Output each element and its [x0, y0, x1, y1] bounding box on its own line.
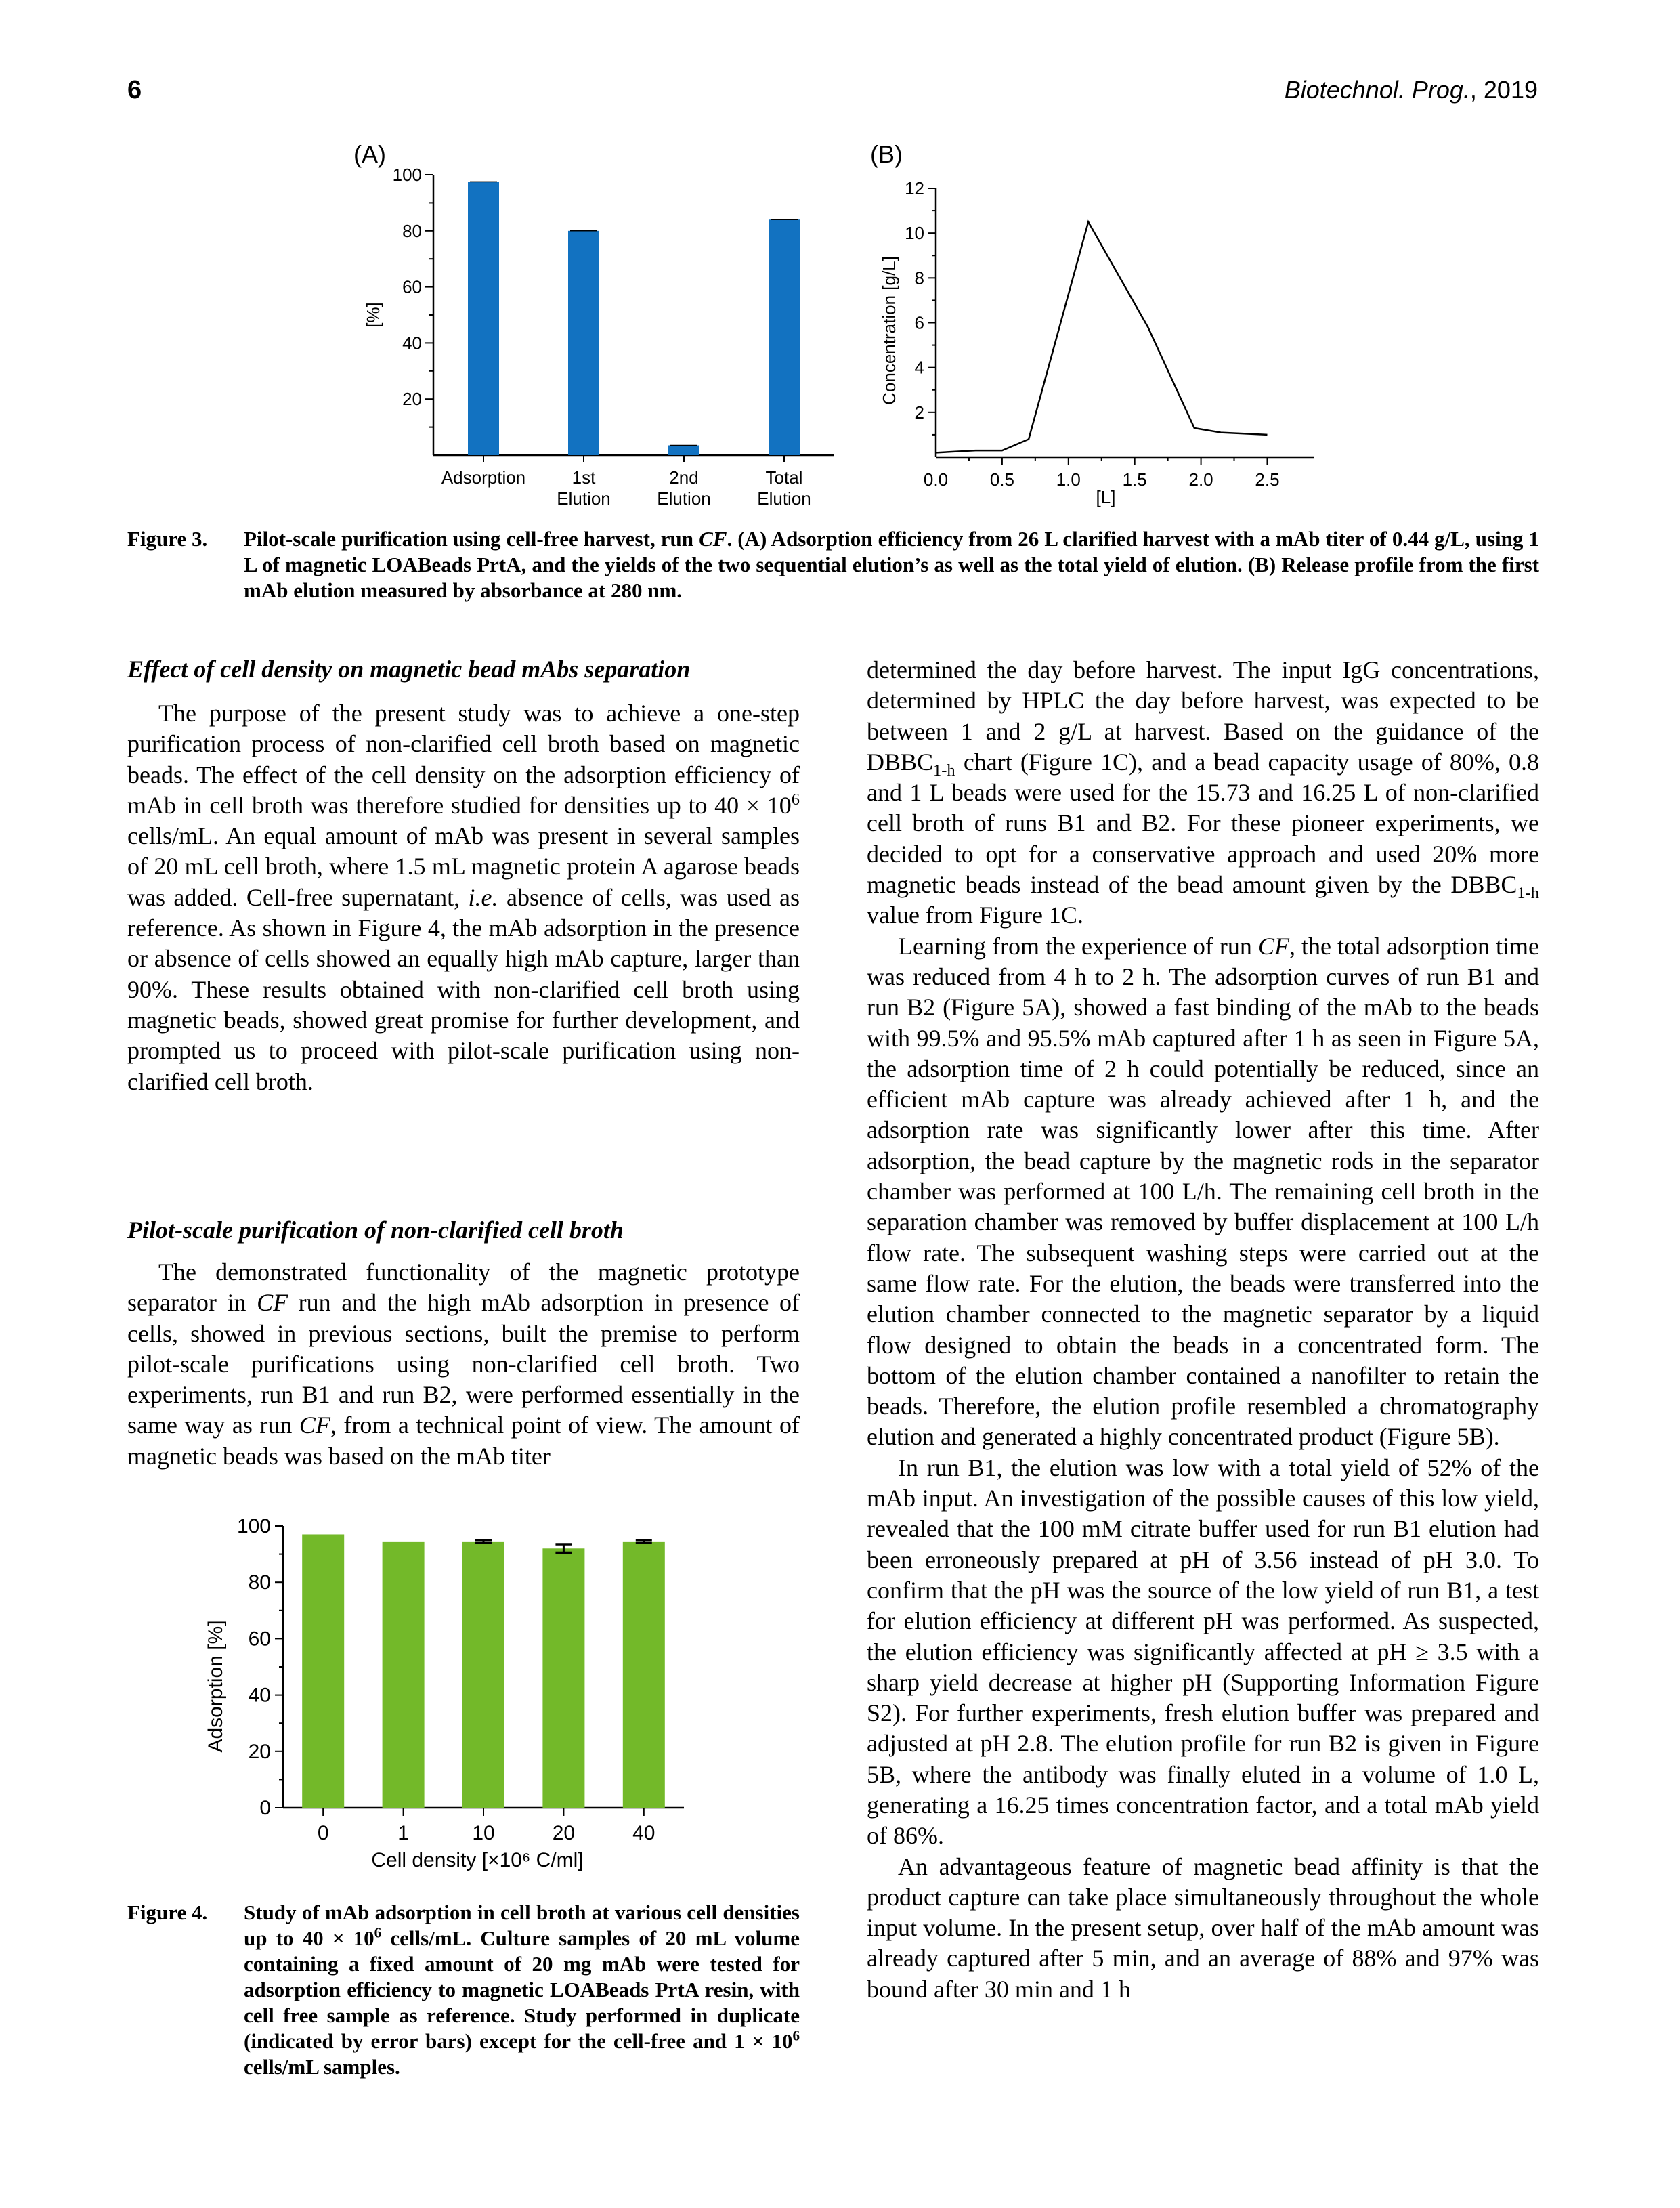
y-tick-label: 40: [402, 333, 422, 354]
journal-header: [1285, 76, 1538, 104]
x-tick-label: Elution: [557, 488, 611, 509]
y-tick-label: 4: [914, 357, 924, 378]
y-tick-label: 12: [905, 178, 924, 198]
page-number: 6: [127, 76, 142, 104]
y-tick-label: 100: [392, 165, 422, 185]
y-axis-label: [%]: [363, 302, 383, 328]
y-tick-label: 2: [914, 402, 924, 423]
paragraph-advantage: An advantageous feature of magnetic bead affinity is that the product capture can take place simultaneously throughout the whole input volume. In the present setup, over half of the mAb amount was already captured after 5 min, and an average of 88% and 97% was bound after 30 min and 1 h: [867, 1852, 1539, 2003]
bar: [623, 1542, 665, 1808]
x-tick-label: 20: [552, 1822, 576, 1844]
paragraph-run-b1: In run B1, the elution was low with a total yield of 52% of the mAb input. An investigation of the possible causes of this low yield, revealed that the 100 mM citrate buffer used for run B1 elution had been erroneously prepared at pH of 3.56 instead of pH 3.0. To confirm that the pH was the source of the low yield of run B1, a test for elution efficiency at different pH was performed. As suspected, the elution efficiency was significantly affected at pH ≥ 3.5 with a sharp yield decrease at higher pH (Supporting Information Figure S2). For further experiments, fresh elution buffer was prepared and adjusted at pH 2.8. The elution profile for run B2 is given in Figure 5B, where the antibody was finally eluted in a volume of 1.0 L, generating a 16.25 times concentration factor, and a total mAb yield of 86%.: [867, 1453, 1539, 1850]
journal-name: Biotechnol. Prog.: [1284, 76, 1470, 104]
section-heading-cell-density: Effect of cell density on magnetic bead mAbs separation: [127, 656, 691, 683]
bar: [383, 1542, 425, 1808]
x-tick-label: 2nd: [669, 467, 699, 488]
x-tick-label: 40: [632, 1822, 655, 1844]
journal-year: , 2019: [1469, 76, 1538, 104]
x-tick-label: Elution: [657, 488, 711, 509]
x-tick-label: 1st: [572, 467, 596, 488]
x-tick-label: Adsorption: [441, 467, 526, 488]
x-tick-label: Elution: [757, 488, 811, 509]
y-tick-label: 20: [248, 1740, 271, 1763]
x-tick-label: 0.5: [989, 469, 1014, 490]
x-tick-label: 1.0: [1056, 469, 1081, 490]
panel-label-a: (A): [353, 140, 386, 168]
section2-paragraph: The demonstrated functionality of the magnetic prototype separator in CF run and the high mAb adsorption in presence of cells, showed in previous sections, built the premise to perform pilot-scale purifications using non-clarified cell broth. Two experiments, run B1 and run B2, were performed essentially in the same way as run CF, from a technical point of view. The amount of magnetic beads was based on the mAb titer: [127, 1258, 800, 1470]
x-tick-label: 2.5: [1255, 469, 1280, 490]
panel-label-b: (B): [870, 140, 903, 168]
bar: [668, 446, 699, 455]
paragraph-adsorption: Learning from the experience of run CF, the total adsorption time was reduced from 4 h to 2 h. The adsorption curves of run B1 and run B2 (Figure 5A), showed a fast binding of the mAb to the beads with 99.5% and 95.5% mAb captured after 1 h as seen in Figure 5A, the adsorption time of 2 h could potentially be reduced, since an efficient mAb capture was already achieved after 1 h, and the adsorption rate was significantly lower after this time. After adsorption, the bead capture by the magnetic rods in the separator chamber was performed at 100 L/h. The remaining cell broth in the separation chamber was removed by buffer displacement at 100 L/h flow rate. The subsequent washing steps were carried out at the same flow rate. For the elution, the beads were transferred into the elution chamber connected to the magnetic separator by a liquid flow designed to obtain the beads in a concentrated form. The bottom of the elution chamber contained a nanofilter to retain the beads. Therefore, the elution profile resembled a chromatography elution and generated a highly concentrated product (Figure 5B).: [867, 932, 1539, 1451]
y-axis-label: Adsorption [%]: [204, 1620, 227, 1753]
x-tick-label: 0: [317, 1822, 329, 1844]
figure-3-caption-text: Pilot-scale purification using cell-free harvest, run CF. (A) Adsorption efficiency from 26 L clarified harvest with a mAb titer of 0.44 g/L, using 1 L of magnetic LOABeads PrtA, and the yields of the two sequential elution’s as well as the total yield of elution. (B) Release profile from the first mAb elution measured by absorbance at 280 nm.: [244, 527, 1539, 602]
y-tick-label: 10: [905, 223, 924, 244]
bar: [302, 1534, 344, 1808]
elution-profile-line: [936, 222, 1268, 453]
figure-3a-chart: [345, 132, 874, 511]
figure-3-label: Figure 3.: [127, 527, 208, 551]
bar: [769, 219, 800, 455]
section1-paragraph: The purpose of the present study was to achieve a one-step purification process of non-clarified cell broth based on magnetic beads. The effect of the cell density on the adsorption efficiency of mAb in cell broth was therefore studied for densities up to $40 \times 10^6$ cells/mL. An equal amount of mAb was present in several samples of 20 mL cell broth, where 1.5 mL magnetic protein A agarose beads was added. Cell-free supernatant, i.e. absence of cells, was used as reference. As shown in Figure 4, the mAb adsorption in the presence or absence of cells showed an equally high mAb capture, larger than 90%. These results obtained with non-clarified cell broth using magnetic beads, showed great promise for further development, and prompted us to proceed with pilot-scale purification using non-clarified cell broth.: [127, 700, 800, 1095]
y-tick-label: 60: [402, 276, 422, 297]
y-tick-label: 100: [236, 1515, 271, 1537]
y-tick-label: 8: [914, 268, 924, 289]
right-column-text: [867, 655, 1539, 2005]
y-tick-label: 60: [248, 1628, 271, 1651]
figure-4-label: Figure 4.: [127, 1901, 208, 1924]
x-tick-label: 2.0: [1188, 469, 1213, 490]
bar: [542, 1548, 584, 1808]
x-tick-label: 10: [472, 1822, 495, 1844]
x-tick-label: 1: [397, 1822, 409, 1844]
figure-4-caption-text: Study of mAb adsorption in cell broth at various cell densities up to $40 \times 10^6$ cells/mL. Culture samples of 20 mL volume containing a fixed amount of 20 mg mAb were tested for adsorption efficiency to magnetic LOABeads PrtA resin, with cell free sample as reference. Study performed in duplicate (indicated by error bars) except for the cell-free and $1 \times 10^6$ cells/mL samples.: [244, 1901, 800, 2079]
y-tick-label: 80: [402, 220, 422, 241]
paragraph-dbbc: determined the day before harvest. The input IgG concentrations, determined by HPLC the day before harvest, was expected to be between 1 and 2 g/L at harvest. Based on the guidance of the $DBBC_{1-h}$ chart (Figure 1C), and a bead capacity usage of 80%, 0.8 and 1 L beads were used for the 15.73 and 16.25 L of non-clarified cell broth of runs B1 and B2. For these pioneer experiments, we decided to opt for a conservative approach and used 20% more magnetic beads instead of the bead amount given by the $DBBC_{1-h}$ value from Figure 1C.: [867, 656, 1539, 929]
y-tick-label: 6: [914, 312, 924, 333]
x-axis-label: Cell density [×10⁶ C/ml]: [371, 1849, 584, 1871]
figure-4-chart: [196, 1507, 806, 1873]
bar: [462, 1542, 504, 1808]
y-tick-label: 80: [248, 1571, 271, 1594]
figure-3b-chart: [853, 132, 1368, 511]
y-axis-label: Concentration [g/L]: [879, 256, 899, 405]
x-axis-label: [L]: [1096, 487, 1116, 507]
y-tick-label: 40: [248, 1684, 271, 1707]
bar: [468, 182, 499, 455]
x-tick-label: Total: [765, 467, 803, 488]
figure-4-caption: [127, 1900, 800, 2103]
x-tick-label: 1.5: [1122, 469, 1147, 490]
y-tick-label: 20: [402, 389, 422, 410]
bar: [568, 231, 599, 455]
section-heading-pilot-scale: Pilot-scale purification of non-clarified cell broth: [127, 1216, 624, 1244]
y-tick-label: 0: [259, 1797, 271, 1819]
x-tick-label: 0.0: [923, 469, 949, 490]
figure-3-caption: [127, 526, 1539, 608]
